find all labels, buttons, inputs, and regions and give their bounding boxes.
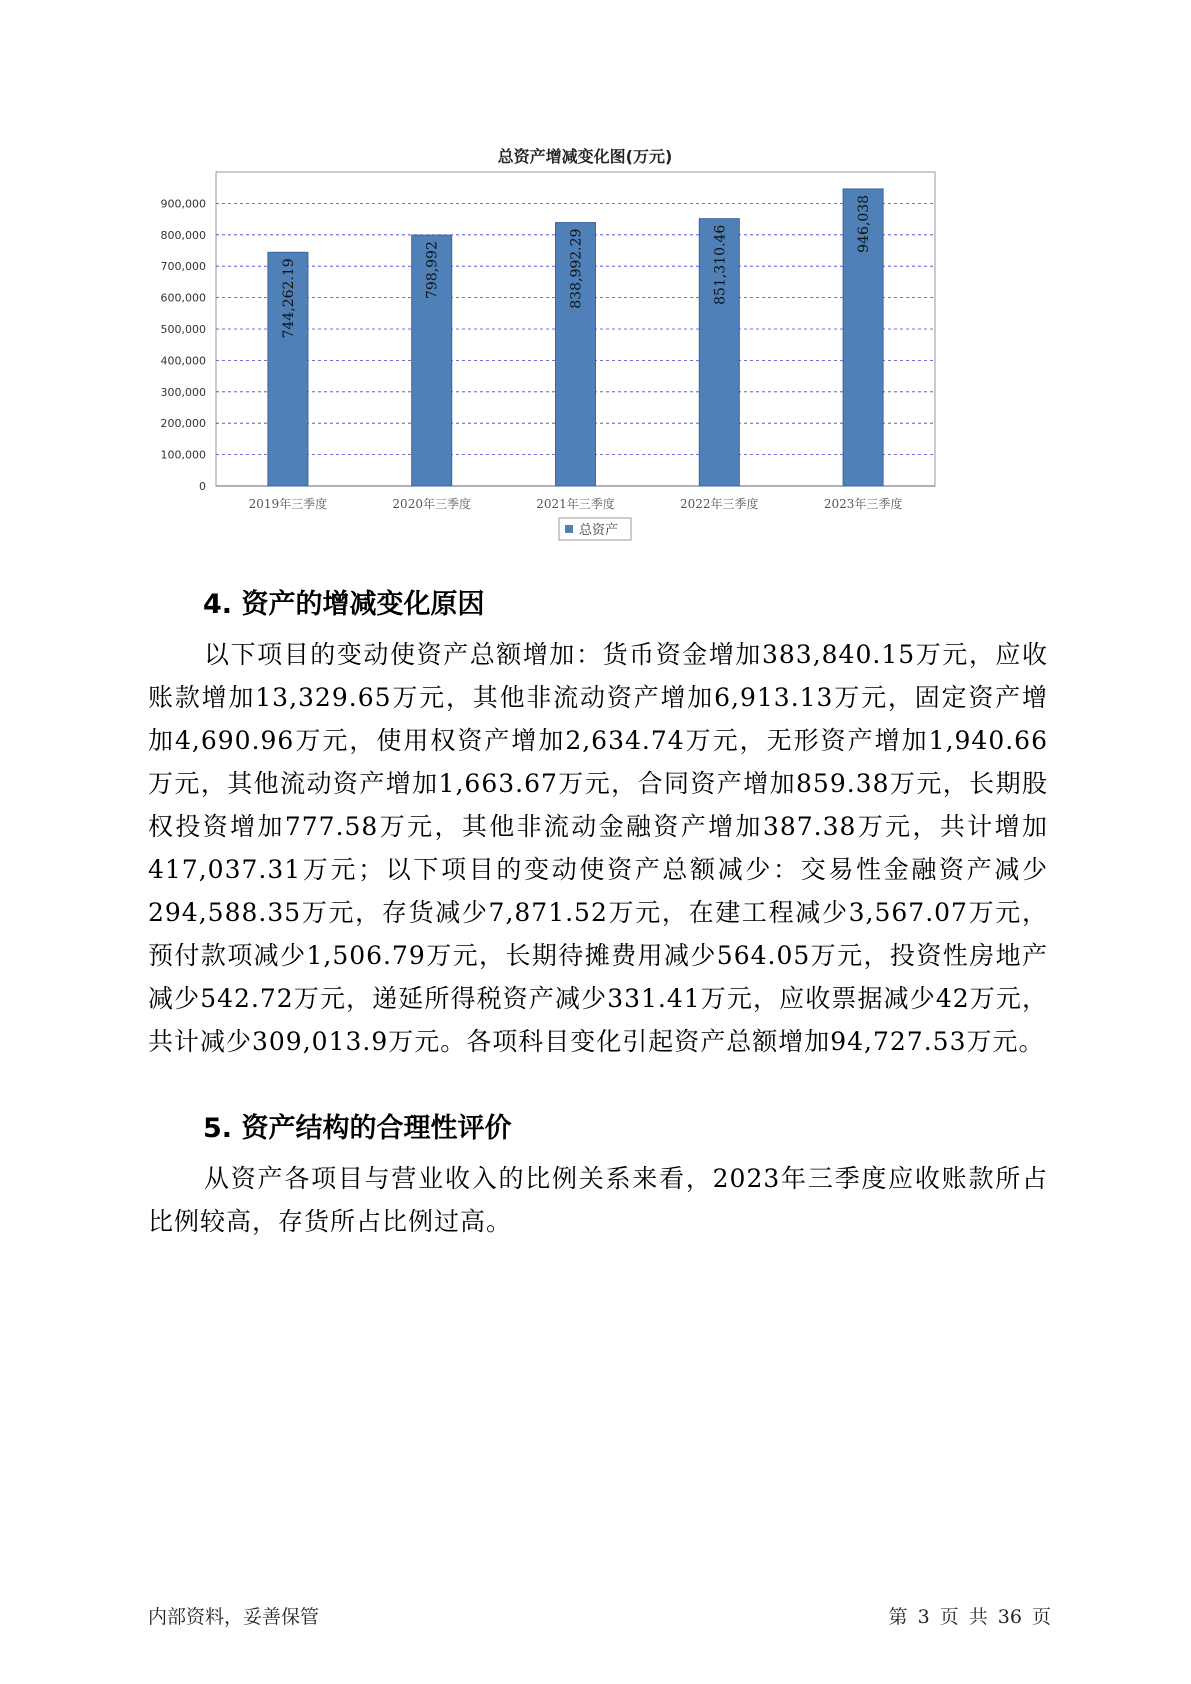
legend-swatch	[565, 525, 573, 533]
section-heading-5: 5. 资产结构的合理性评价	[203, 1113, 512, 1144]
legend-label: 总资产	[579, 523, 619, 538]
bar-value-label: 946,038	[856, 194, 873, 253]
chart-canvas	[150, 140, 1020, 600]
y-tick-label: 400,000	[160, 354, 206, 368]
y-tick-label: 900,000	[160, 197, 206, 211]
y-tick-label: 700,000	[160, 260, 206, 274]
y-tick-label: 100,000	[160, 448, 206, 462]
y-tick-label: 200,000	[160, 417, 206, 431]
y-tick-label: 300,000	[160, 385, 206, 399]
footer-confidential-note: 内部资料，妥善保管	[148, 1606, 320, 1628]
bar-value-label: 838,992.29	[568, 228, 585, 309]
chart-title: 总资产增减变化图(万元)	[497, 147, 673, 166]
y-tick-label: 500,000	[160, 323, 206, 336]
x-tick-label: 2019年三季度	[248, 497, 328, 511]
total-assets-chart	[150, 140, 1020, 600]
x-tick-label: 2020年三季度	[392, 497, 471, 511]
x-tick-label: 2023年三季度	[823, 497, 903, 511]
y-tick-label: 0	[199, 480, 206, 493]
bar-value-label: 744,262.19	[280, 258, 297, 339]
x-tick-label: 2021年三季度	[536, 497, 615, 511]
section-paragraph-5: 从资产各项目与营业收入的比例关系来看，2023年三季度应收账款所占比例较高，存货所占比例过高。	[148, 1164, 1048, 1236]
section-heading-4: 4. 资产的增减变化原因	[203, 589, 485, 620]
y-tick-label: 600,000	[160, 291, 206, 305]
footer-page-number: 第 3 页 共 36 页	[888, 1606, 1051, 1628]
section-paragraph-4: 以下项目的变动使资产总额增加：货币资金增加383,840.15万元，应收账款增加13,329.65万元，其他非流动资产增加6,913.13万元，固定资产增加4,690.96万元，使用权资产增加2,634.74万元，无形资产增加1,940.66万元，其他流动资产增加1,663.67万元，合同资产增加859.38万元，长期股权投资增加777.58万元，其他非流动金融资产增加387.38万元，共计增加417,037.31万元；以下项目的变动使资产总额减少：交易性金融资产减少294,588.35万元，存货减少7,871.52万元，在建工程减少3,567.07万元，预付款项减少1,506.79万元，长期待摊费用减少564.05万元，投资性房地产减少542.72万元，递延所得税资产减少331.41万元，应收票据减少42万元，共计减少309,013.9万元。各项科目变化引起资产总额增加94,727.53万元。	[148, 640, 1048, 1056]
y-tick-label: 800,000	[160, 228, 206, 242]
bar-value-label: 798,992	[424, 241, 441, 300]
x-tick-label: 2022年三季度	[680, 497, 759, 511]
bar-value-label: 851,310.46	[712, 224, 729, 305]
